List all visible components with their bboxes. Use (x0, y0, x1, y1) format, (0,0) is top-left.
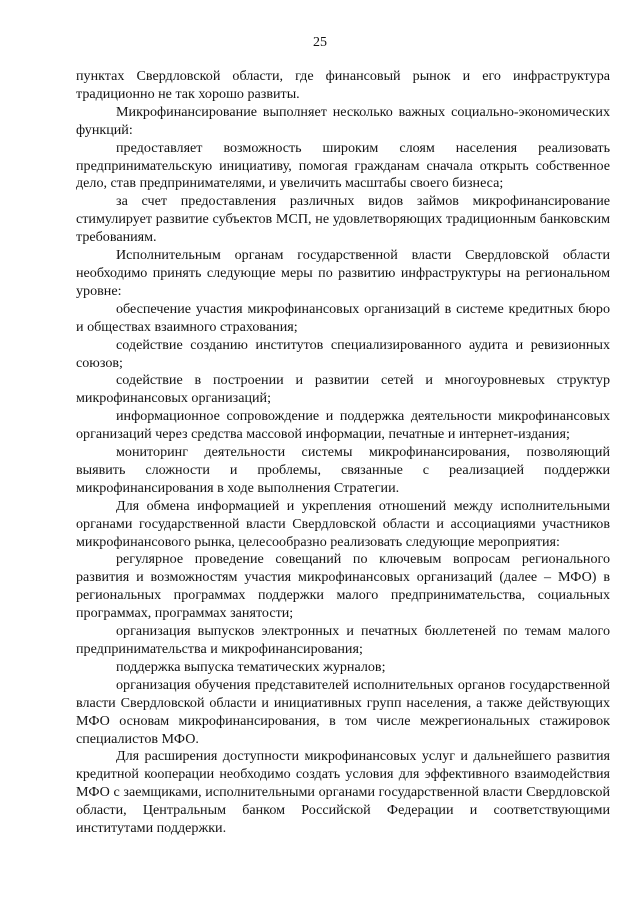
paragraph-function-2: за счет предоставления различных видов займов микрофинансирование стимулирует развитие субъектов МСП, не удовлетворяющих традиционным банковским требованиям. (76, 193, 610, 246)
paragraph-event-3: поддержка выпуска тематических журналов; (116, 658, 386, 675)
paragraph-events-intro: Для обмена информацией и укрепления отношений между исполнительными органами государственной власти Свердловской области и ассоциациями участников микрофинансового рынка, целесообразно реализовать следующие мероприятия: (76, 497, 610, 550)
paragraph-functions-intro: Микрофинансирование выполняет несколько важных социально-экономических функций: (76, 103, 610, 138)
paragraph-event-4: организация обучения представителей исполнительных органов государственной власти Свердловской области и инициативных групп населения, а также действующих МФО основам микрофинансирования, в том числе межрегиональных стажировок специалистов МФО. (76, 676, 610, 747)
paragraph-measure-3: содействие в построении и развитии сетей и многоуровневых структур микрофинансовых организаций; (76, 372, 610, 407)
document-body (76, 68, 610, 838)
paragraph-measures-intro: Исполнительным органам государственной власти Свердловской области необходимо принять следующие меры по развитию инфраструктуры на региональном уровне: (76, 247, 610, 299)
page-number: 25 (313, 35, 327, 50)
paragraph-continuation: пунктах Свердловской области, где финансовый рынок и его инфраструктура традиционно не так хорошо развиты. (76, 68, 610, 102)
paragraph-measure-5: мониторинг деятельности системы микрофинансирования, позволяющий выявить сложности и проблемы, связанные с реализацией поддержки микрофинансирования в ходе выполнения Стратегии. (76, 444, 610, 496)
paragraph-event-2: организация выпусков электронных и печатных бюллетеней по темам малого предпринимательства и микрофинансирования; (76, 623, 610, 657)
paragraph-function-1: предоставляет возможность широким слоям населения реализовать предпринимательскую инициативу, помогая гражданам сначала открыть собственное дело, став предпринимателями, и увеличить масштабы своего бизнеса; (76, 139, 610, 192)
paragraph-measure-2: содействие созданию институтов специализированного аудита и ревизионных союзов; (76, 336, 610, 371)
paragraph-measure-1: обеспечение участия микрофинансовых организаций в системе кредитных бюро и обществах взаимного страхования; (76, 300, 610, 335)
paragraph-event-1: регулярное проведение совещаний по ключевым вопросам регионального развития и возможностям участия микрофинансовых организаций (далее – МФО) в региональных программах поддержки малого предпринимательства, социальных программах, программах занятости; (76, 551, 610, 622)
paragraph-measure-4: информационное сопровождение и поддержка деятельности микрофинансовых организаций через средства массовой информации, печатные и интернет-издания; (76, 408, 610, 443)
paragraph-conclusion: Для расширения доступности микрофинансовых услуг и дальнейшего развития кредитной кооперации необходимо создать условия для эффективного взаимодействия МФО с заемщиками, исполнительными органами государственной власти Свердловской области, Центральным банком Российской Федерации и соответствующими институтами поддержки. (76, 748, 610, 837)
